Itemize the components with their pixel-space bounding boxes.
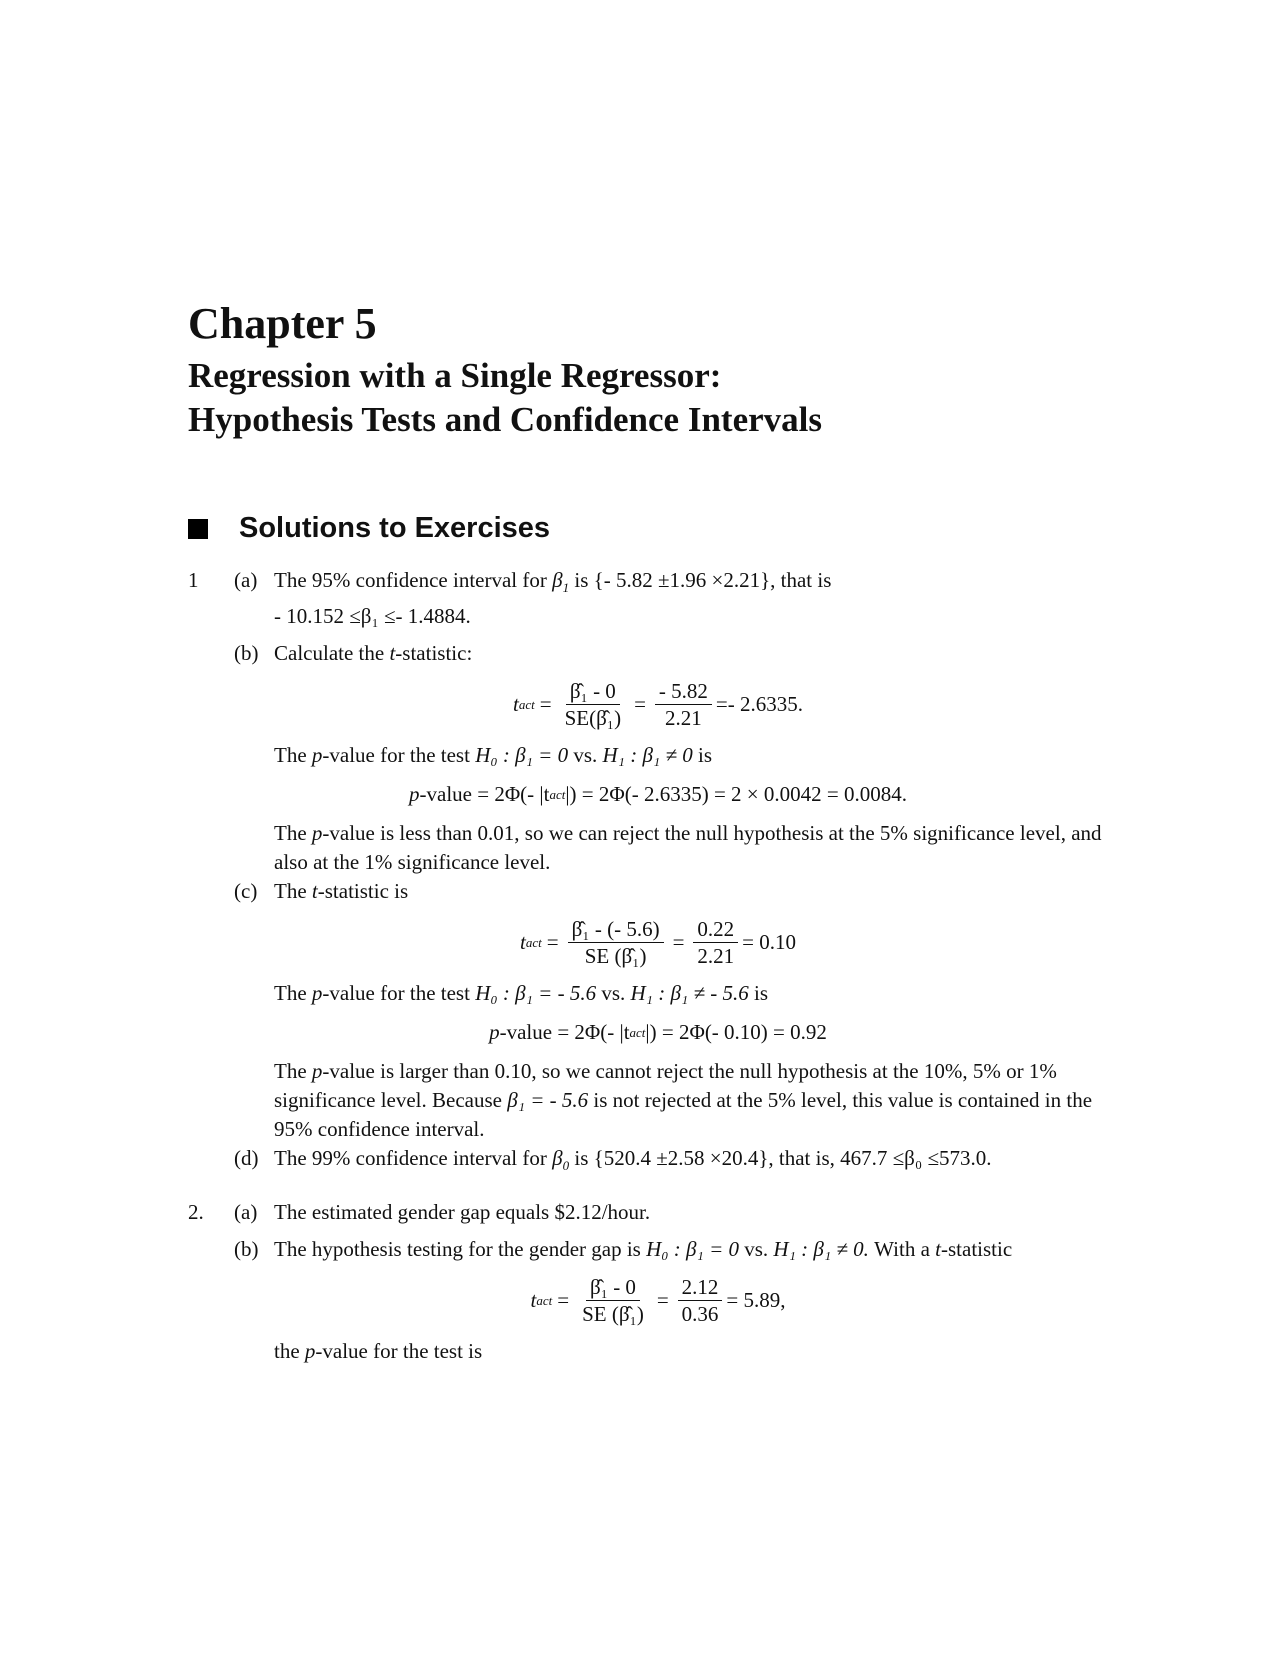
fraction <box>655 678 712 731</box>
ex1-b-conclusion <box>188 819 1128 877</box>
fraction <box>678 1274 723 1327</box>
text-span: -value is larger than 0.10, so we cannot reject the null hypothesis at the 10%, 5% or 1% significance level. Because <box>274 1059 1057 1113</box>
text-span: -value is less than 0.01, so we can reject the null hypothesis at the 5% significance level, and also at the 1% significance level. <box>274 821 1102 875</box>
numerator: β̂₁ - (- 5.6) <box>568 916 664 943</box>
text-span: that is, <box>778 1146 835 1171</box>
section-header <box>188 512 550 545</box>
null-hypothesis: H₀ : β₁ = 0 <box>646 1237 739 1262</box>
ex2-b-tail <box>188 1337 1128 1366</box>
part-label: (d) <box>234 1146 259 1171</box>
eq-result: = 5.89, <box>726 1288 786 1313</box>
text-span: vs. <box>573 743 598 768</box>
text-span: vs. <box>744 1237 769 1262</box>
beta-zero-symbol: $\beta_0$ <box>552 1146 570 1174</box>
chapter-title <box>188 354 822 442</box>
text-span: -statistic is <box>317 879 409 904</box>
ex1-b <box>188 639 1128 668</box>
ex1-d-text <box>274 1144 1128 1180</box>
numerator: 0.22 <box>693 916 738 943</box>
eq-lhs: t <box>520 930 526 955</box>
alternative-hypothesis: H₁ : β₁ ≠ 0. <box>773 1237 869 1262</box>
superscript: act <box>629 1025 646 1041</box>
text-span: The <box>274 1059 307 1084</box>
interval-expression: {- 5.82 ±1.96 ×2.21}, <box>593 568 776 592</box>
t-statistic-equation-b: t act = $\frac{\text{β̂₁ - 0}}{\text{SE(β̂₁)}}$ = $\frac{- 5.82}{2.21}$ =- 2.6335. <box>512 679 803 731</box>
text-span: The <box>274 821 307 846</box>
numerator: 2.12 <box>678 1274 723 1301</box>
variable: t <box>311 879 318 904</box>
denominator: SE (β̂₁) <box>582 1302 644 1327</box>
ex2-a <box>188 1198 1128 1227</box>
p-value-equation-c <box>188 1018 1128 1047</box>
ex1-c <box>188 877 1128 906</box>
interval-expression: {520.4 ±2.58 ×20.4}, <box>593 1146 774 1171</box>
text-span: -value for the test is <box>315 1339 483 1364</box>
text-span: The <box>274 879 307 904</box>
alternative-hypothesis: H₁ : β₁ ≠ - 5.6 <box>630 981 749 1006</box>
eq-lhs-superscript: act <box>518 697 535 713</box>
eq-lhs: t <box>530 1288 537 1313</box>
null-hypothesis: H₀ : β₁ = 0 <box>475 743 569 768</box>
eq-lhs-superscript: act <box>536 1293 553 1309</box>
numerator: β̂₁ - 0 <box>586 1274 640 1301</box>
text-span: |) = 2Φ(- 0.10) = 0.92 <box>645 1020 827 1045</box>
variable: p <box>311 821 323 846</box>
text-span: is <box>574 568 589 592</box>
text-span: The <box>274 743 307 768</box>
ex2-a-text: The estimated gender gap equals $2.12/hour. <box>274 1200 651 1225</box>
text-span: vs. <box>601 981 626 1006</box>
ex1-a <box>188 566 1128 602</box>
variable: p <box>311 981 323 1006</box>
text-span: the <box>274 1339 300 1364</box>
text-span: -value = 2Φ(- |t <box>419 782 550 807</box>
ex1-d <box>188 1144 1128 1180</box>
exercise-number: 2. <box>188 1200 204 1225</box>
variable: p <box>409 782 420 807</box>
variable: p <box>489 1020 500 1045</box>
fraction <box>561 678 626 731</box>
text-span: is <box>574 1146 589 1171</box>
denominator: 2.21 <box>697 944 735 969</box>
denominator: 2.21 <box>665 706 702 731</box>
variable: t <box>389 641 396 666</box>
ex2-b-text <box>274 1235 1128 1264</box>
chapter-title-line-1: Regression with a Single Regressor: <box>188 356 722 395</box>
variable: t <box>935 1237 941 1262</box>
part-label: (a) <box>234 1200 258 1225</box>
square-bullet-icon <box>188 519 208 539</box>
p-value-equation-b <box>188 780 1128 809</box>
beta-expression: β₁ = - 5.6 <box>507 1088 589 1113</box>
text-span: With a <box>874 1237 930 1262</box>
text-span: is <box>754 981 769 1006</box>
section-title: Solutions to Exercises <box>239 512 551 544</box>
text-span: Calculate the <box>274 641 385 666</box>
text-span: that is <box>780 568 832 592</box>
text-span: |) = 2Φ(- 2.6335) = 2 × 0.0042 = 0.0084. <box>565 782 907 807</box>
beta-symbol: $\beta_1$ <box>552 568 570 596</box>
ex1-b-intro <box>274 639 1128 668</box>
exercise-body <box>188 566 1128 1366</box>
eq-lhs-superscript: act <box>525 935 542 951</box>
fraction <box>693 916 738 969</box>
superscript: act <box>549 787 566 803</box>
fraction <box>568 916 664 969</box>
chapter-number: Chapter 5 <box>188 299 377 348</box>
chapter-title-line-2: Hypothesis Tests and Confidence Intervals <box>188 400 822 439</box>
fraction <box>578 1274 648 1327</box>
t-statistic-equation-c: t act = $\frac{\text{β̂₁ - (- 5.6)}}{\text{SE (β̂₁)}}$ = $\frac{0.22}{2.21}$ = 0.10 <box>520 917 796 969</box>
text-span: is not rejected at the 5% level, this value is contained in the 95% confidence interval. <box>274 1088 1093 1142</box>
text-span: The hypothesis testing for the gender gap is <box>274 1237 641 1262</box>
ex1-c-test <box>188 979 1128 1008</box>
part-label: (b) <box>234 1237 259 1262</box>
ex1-c-intro <box>274 877 1128 906</box>
variable: p <box>304 1339 316 1364</box>
text-span: is <box>698 743 713 768</box>
t-statistic-equation-ex2: t act = $\frac{\text{β̂₁ - 0}}{\text{SE (β̂₁)}}$ = $\frac{2.12}{0.36}$ = 5.89, <box>530 1275 786 1327</box>
variable: p <box>311 1059 323 1084</box>
ex2-b <box>188 1235 1128 1264</box>
text-span: -value for the test <box>322 743 470 768</box>
text-span: -value = 2Φ(- |t <box>499 1020 630 1045</box>
ex1-c-conclusion <box>188 1057 1128 1144</box>
text-span: The <box>274 981 307 1006</box>
denominator: SE(β̂₁) <box>564 706 622 731</box>
denominator: 0.36 <box>681 1302 719 1327</box>
part-label: (c) <box>234 879 258 904</box>
denominator: SE (β̂₁) <box>584 944 647 969</box>
text-span: The 95% confidence interval for <box>274 568 547 592</box>
text-span: -statistic: <box>395 641 473 666</box>
ex1-b-test <box>188 741 1128 770</box>
numerator: - 5.82 <box>655 678 712 705</box>
alternative-hypothesis: H₁ : β₁ ≠ 0 <box>602 743 693 768</box>
ex1-a-text <box>274 566 1128 602</box>
numerator: β̂₁ - 0 <box>566 678 620 705</box>
eq-result: = 0.10 <box>742 930 796 955</box>
part-label: (b) <box>234 641 259 666</box>
interval-bound: 467.7 ≤β₀ ≤573.0. <box>840 1146 992 1171</box>
eq-result: =- 2.6335. <box>715 692 803 717</box>
part-label: (a) <box>234 568 258 592</box>
exercise-number: 1 <box>188 568 199 592</box>
null-hypothesis: H₀ : β₁ = - 5.6 <box>475 981 597 1006</box>
ex1-a-line2: - 10.152 ≤β₁ ≤- 1.4884. <box>274 604 471 629</box>
eq-lhs: t <box>512 692 519 717</box>
text-span: The 99% confidence interval for <box>274 1146 547 1171</box>
variable: p <box>311 743 323 768</box>
text-span: -value for the test <box>322 981 470 1006</box>
text-span: -statistic <box>941 1237 1013 1262</box>
